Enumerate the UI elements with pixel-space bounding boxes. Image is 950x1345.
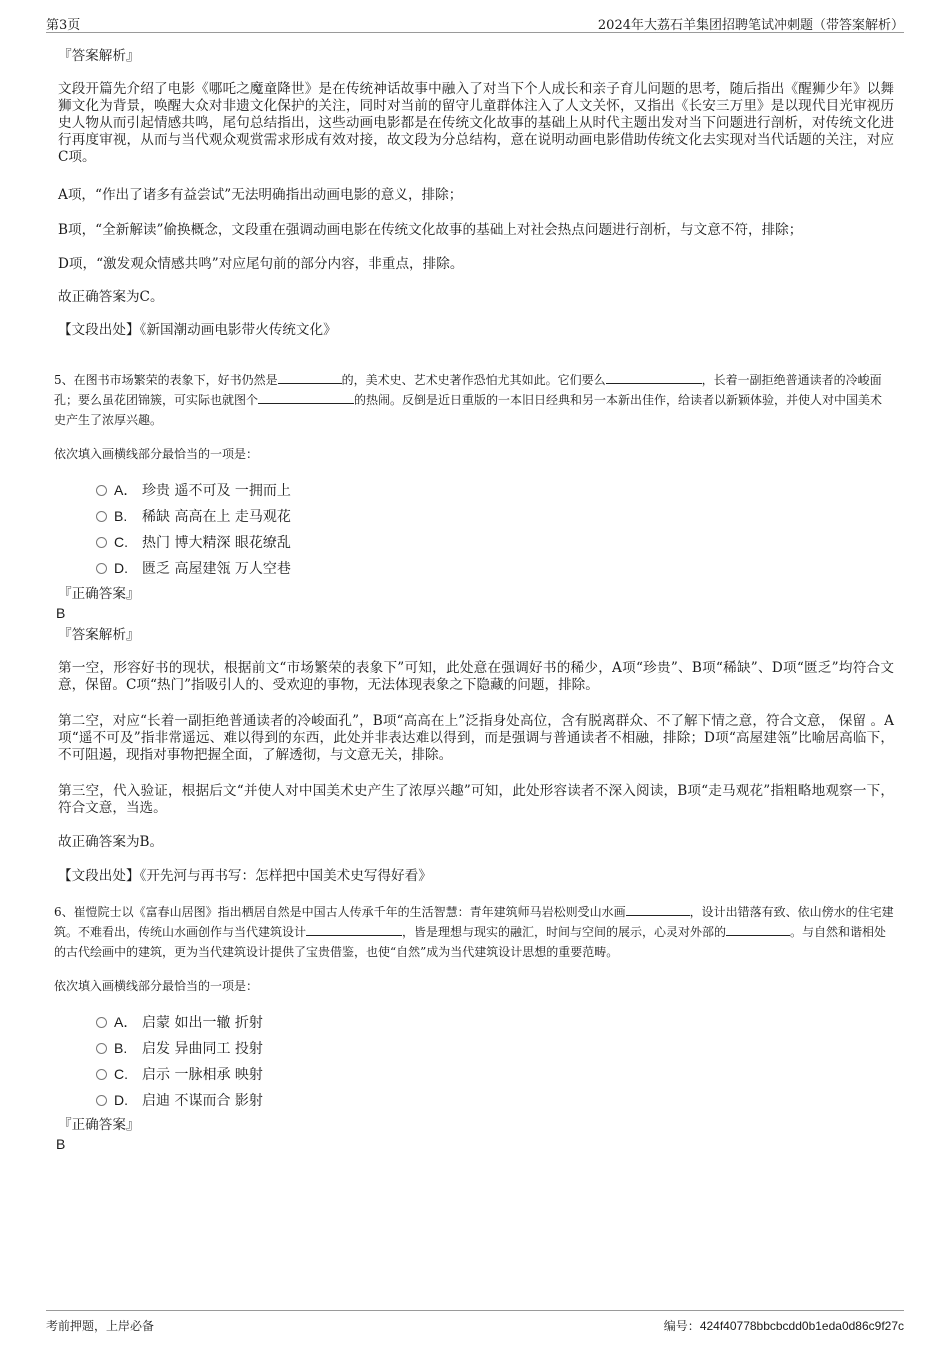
q6-option-d[interactable]: D. 启迪 不谋而合 影射 [96, 1090, 263, 1110]
q5-stem: 5、在图书市场繁荣的表象下，好书仍然是 的，美术史、艺术史著作恐怕尤其如此。它们要么 ，长着一副拒绝普通读者的冷峻面孔；要么虽花团锦簇，可实际也就图个 的热闹。反倒是近日重版的一本旧日经典和另一本新出佳作，给读者以新颖体验，并使人对中国美术史产生了浓厚兴趣。 [54, 373, 883, 427]
q5-conclusion: 故正确答案为B。 [58, 834, 164, 850]
q4-source: 【文段出处】《新国潮动画电影带火传统文化》 [58, 322, 337, 338]
q4-option-a-analysis: A项，“作出了诸多有益尝试”无法明确指出动画电影的意义，排除； [58, 187, 463, 203]
q6-option-a[interactable]: A． 启蒙 如出一辙 折射 [96, 1012, 263, 1032]
radio-icon[interactable] [96, 1043, 107, 1054]
q5-answer: B [56, 605, 66, 621]
radio-icon[interactable] [96, 1017, 107, 1028]
radio-icon[interactable] [96, 1095, 107, 1106]
q5-answer-label: 『正确答案』 [58, 586, 140, 602]
q4-analysis-label: 『答案解析』 [58, 48, 140, 64]
radio-icon[interactable] [96, 537, 107, 548]
q4-option-b-analysis: B项，“全新解读”偷换概念，文段重在强调动画电影在传统文化故事的基础上对社会热点问题进行剖析，与文意不符，排除； [58, 222, 803, 238]
q5-prompt: 依次填入画横线部分最恰当的一项是： [54, 447, 259, 461]
q5-analysis-blank-3: 第三空，代入验证，根据后文“并使人对中国美术史产生了浓厚兴趣”可知，此处形容读者不深入阅读，B项“走马观花”指粗略地观察一下，符合文意，当选。 [58, 783, 894, 816]
page-footer [46, 1310, 904, 1333]
page-header [46, 14, 904, 33]
q4-analysis-text: 文段开篇先介绍了电影《哪吒之魔童降世》是在传统神话故事中融入了对当下个人成长和亲子育儿问题的思考，随后指出《醒狮少年》以舞狮文化为背景，唤醒大众对非遗文化保护的关注，同时对当前的留守儿童群体注入了人文关怀，又指出《长安三万里》是以现代目光审视历史人物从而引起情感共鸣，尾句总结指出，这些动画电影都是在传统文化故事的基础上从时代主题出发对当下问题进行剖析，对传统文化进行再度审视，从而与当代观众观赏需求形成有效对接，故文段为分总结构，意在说明动画电影借助传统文化去实现对当代话题的关注，对应C项。 [58, 81, 894, 165]
q5-blank-1 [278, 371, 342, 384]
radio-icon[interactable] [96, 1069, 107, 1080]
q6-blank-2 [306, 923, 402, 936]
q5-analysis-label: 『答案解析』 [58, 627, 140, 643]
q5-source: 【文段出处】《开先河与再书写：怎样把中国美术史写得好看》 [58, 868, 432, 884]
q5-blank-3 [258, 391, 354, 404]
q6-blank-3 [726, 923, 790, 936]
q5-analysis-blank-2: 第二空，对应“长着一副拒绝普通读者的冷峻面孔”，B项“高高在上”泛指身处高位，含有脱离群众、不了解下情之意，符合文意， 保留 。A项“遥不可及”指非常遥远、难以得到的东西，此处并非表达难以得到，而是强调与普通读者不相融，排除；D项“高屋建瓴”比喻居高临下，不可阻遏，现指对事物把握全面，了解透彻，与文意无关，排除。 [58, 713, 894, 763]
q6-answer: B [56, 1136, 66, 1152]
radio-icon[interactable] [96, 563, 107, 574]
page-number: 第3页 [46, 18, 81, 33]
radio-icon[interactable] [96, 511, 107, 522]
q5-analysis-blank-1: 第一空，形容好书的现状，根据前文“市场繁荣的表象下”可知，此处意在强调好书的稀少，A项“珍贵”、B项“稀缺”、D项“匮乏”均符合文意，保留。C项“热门”指吸引人的、受欢迎的事物，无法体现表象之下隐藏的问题，排除。 [58, 660, 894, 693]
q6-option-b[interactable]: B. 启发 异曲同工 投射 [96, 1038, 263, 1058]
footer-slogan: 考前押题，上岸必备 [46, 1319, 155, 1333]
q5-option-c[interactable]: C. 热门 博大精深 眼花缭乱 [96, 532, 291, 552]
q5-option-a[interactable]: A． 珍贵 遥不可及 一拥而上 [96, 480, 291, 500]
document-code: 编号：424f40778bbcbcdd0b1eda0d86c9f27c [663, 1319, 904, 1333]
radio-icon[interactable] [96, 485, 107, 496]
q6-stem: 6、崔愷院士以《富春山居图》指出栖居自然是中国古人传承千年的生活智慧：青年建筑师马岩松则受山水画 ，设计出错落有致、依山傍水的住宅建筑。不难看出，传统山水画创作与当代建筑设计 ，皆是理想与现实的融汇，时间与空间的展示，心灵对外部的 。与自然和谐相处的古代绘画中的建筑，更为当代建筑设计提供了宝贵借鉴，也使“自然”成为当代建筑设计思想的重要范畴。 [54, 905, 894, 959]
q6-option-c[interactable]: C. 启示 一脉相承 映射 [96, 1064, 263, 1084]
q5-blank-2 [606, 371, 702, 384]
q6-prompt: 依次填入画横线部分最恰当的一项是： [54, 979, 259, 993]
document-title: 2024年大荔石羊集团招聘笔试冲刺题（带答案解析） [597, 18, 904, 33]
q5-option-b[interactable]: B. 稀缺 高高在上 走马观花 [96, 506, 291, 526]
q4-option-d-analysis: D项，“激发观众情感共鸣”对应尾句前的部分内容，非重点，排除。 [58, 256, 464, 272]
q4-conclusion: 故正确答案为C。 [58, 289, 164, 305]
q5-option-d[interactable]: D. 匮乏 高屋建瓴 万人空巷 [96, 558, 291, 578]
q6-answer-label: 『正确答案』 [58, 1117, 140, 1133]
q6-blank-1 [626, 903, 690, 916]
